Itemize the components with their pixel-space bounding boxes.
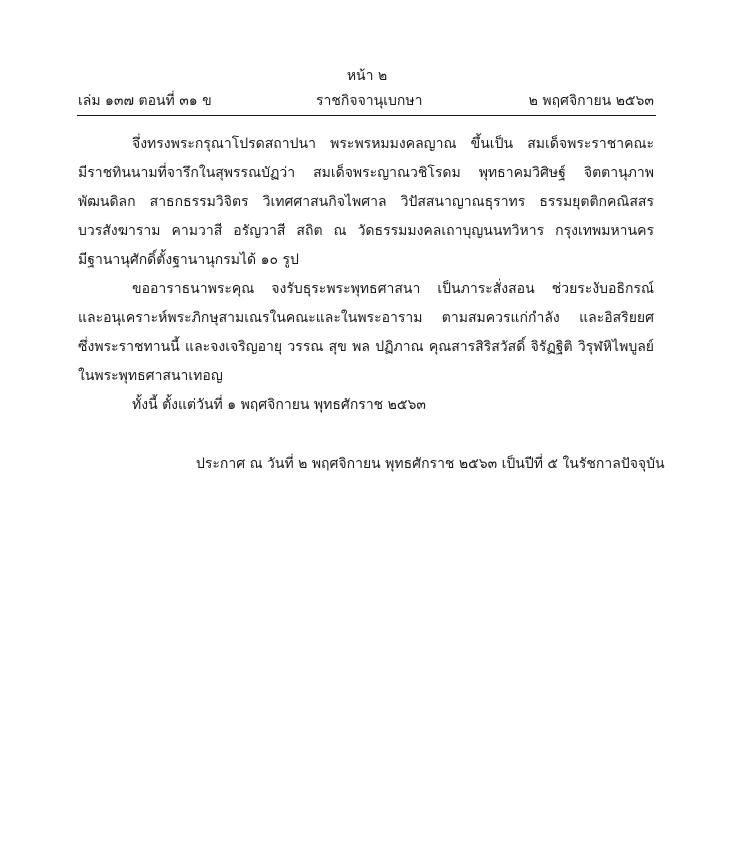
paragraph-1-line-1: จึ่งทรงพระกรุณาโปรดสถาปนา พระพรหมมงคลญาณ ขึ้นเป็น สมเด็จพระราชาคณะ (132, 136, 654, 152)
paragraph-1-line-5: มีฐานานุศักดิ์ตั้งฐานานุกรมได้ ๑๐ รูป (78, 252, 299, 268)
page-number: หน้า ๒ (346, 68, 388, 84)
header-divider (77, 115, 656, 116)
gazette-header (78, 90, 654, 112)
paragraph-2-line-3: ซึ่งพระราชทานนี้ และจงเจริญอายุ วรรณ สุข พล ปฏิภาณ คุณสารสิริสวัสดิ์ จิรัฏฐิติ วิรุฬหิไพบูลย์ (78, 339, 654, 355)
paragraph-2-line-1: ขออาราธนาพระคุณ จงรับธุระพระพุทธศาสนา เป็นภาระสั่งสอน ช่วยระงับอธิกรณ์ (132, 281, 654, 297)
publication-date: ๒ พฤศจิกายน ๒๕๖๓ (528, 93, 654, 109)
paragraph-1-line-3: พัฒนดิลก สาธกธรรมวิจิตร วิเทศศาสนกิจไพศาล วิปัสสนาญาณธุราทร ธรรมยุตติกคณิสสร (78, 194, 654, 210)
paragraph-2-line-2: และอนุเคราะห์พระภิกษุสามเณรในคณะและในพระอาราม ตามสมควรแก่กำลัง และอิสริยยศ (78, 310, 654, 326)
paragraph-1-line-2: มีราชทินนามที่จารึกในสุพรรณบัฏว่า สมเด็จพระญาณวชิโรดม พุทธาคมวิศิษฐ์ จิตตานุภาพ (78, 165, 654, 181)
paragraph-2-line-4: ในพระพุทธศาสนาเทอญ (78, 368, 223, 384)
effective-date: ทั้งนี้ ตั้งแต่วันที่ ๑ พฤศจิกายน พุทธศักราช ๒๕๖๓ (132, 397, 426, 413)
publication-name: ราชกิจจานุเบกษา (316, 93, 423, 109)
volume-info: เล่ม ๑๓๗ ตอนที่ ๓๑ ข (78, 93, 212, 109)
document-body (78, 130, 654, 420)
paragraph-1-line-4: บวรสังฆาราม คามวาสี อรัญวาสี สถิต ณ วัดธรรมมงคลเถาบุญนนทวิหาร กรุงเทพมหานคร (78, 223, 654, 239)
announcement-date: ประกาศ ณ วันที่ ๒ พฤศจิกายน พุทธศักราช ๒๕๖๓ เป็นปีที่ ๕ ในรัชกาลปัจจุบัน (196, 456, 665, 472)
